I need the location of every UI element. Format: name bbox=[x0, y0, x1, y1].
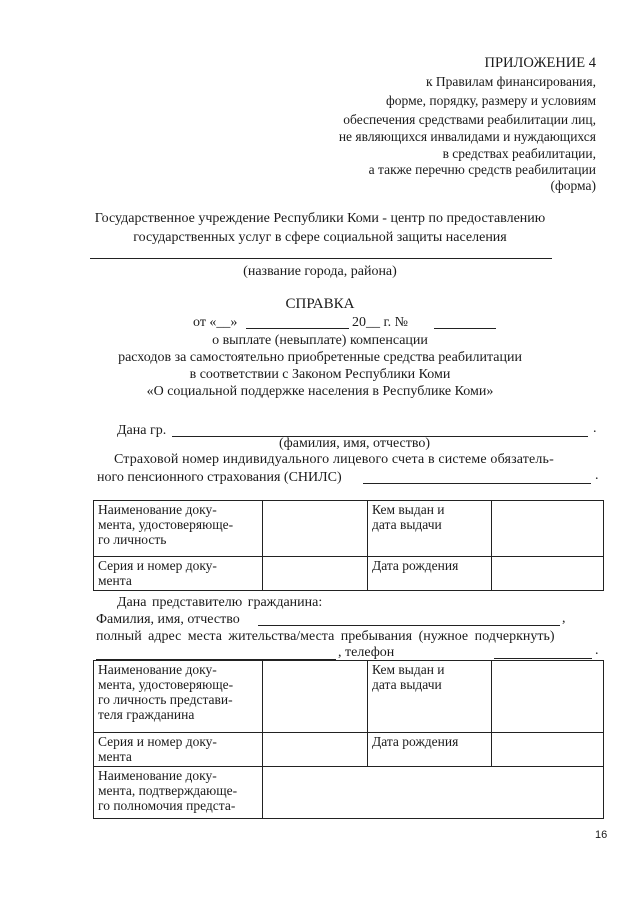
representative-name-field[interactable] bbox=[258, 625, 560, 626]
series-number-label: Серия и номер доку- мента bbox=[94, 557, 263, 591]
institution-line-2: государственных услуг в сфере социальной защиты населения bbox=[133, 230, 507, 245]
snils-text-line-1: Страховой номер индивидуального лицевого счета в системе обязатель- bbox=[114, 452, 554, 467]
rep-birth-date-label: Дата рождения bbox=[368, 733, 492, 767]
rep-series-number-value[interactable] bbox=[263, 733, 368, 767]
snils-text-line-2: ного пенсионного страхования (СНИЛС) bbox=[97, 470, 342, 485]
phone-label: , телефон bbox=[338, 645, 395, 660]
citizen-name-caption: (фамилия, имя, отчество) bbox=[279, 436, 431, 451]
rep-issued-by-label: Кем выдан и дата выдачи bbox=[368, 661, 492, 733]
certificate-subtitle-4: «О социальной поддержке населения в Республике Коми» bbox=[146, 384, 494, 399]
rep-series-number-label: Серия и номер доку- мента bbox=[94, 733, 263, 767]
appendix-line: а также перечню средств реабилитации bbox=[368, 162, 596, 177]
snils-field[interactable] bbox=[363, 483, 591, 484]
date-prefix: от «__» bbox=[193, 315, 238, 330]
appendix-form-label: (форма) bbox=[550, 178, 596, 193]
certificate-subtitle-2: расходов за самостоятельно приобретенные средства реабилитации bbox=[118, 350, 522, 365]
comma-mark: , bbox=[562, 611, 566, 626]
issued-by-value[interactable] bbox=[492, 501, 604, 557]
date-month-field[interactable] bbox=[246, 328, 349, 329]
issued-by-label: Кем выдан и дата выдачи bbox=[368, 501, 492, 557]
authority-doc-value[interactable] bbox=[263, 767, 604, 819]
doc-name-value[interactable] bbox=[263, 501, 368, 557]
appendix-line: не являющихся инвалидами и нуждающихся bbox=[338, 129, 596, 144]
certificate-title: СПРАВКА bbox=[285, 296, 355, 312]
appendix-line: форме, порядку, размеру и условиям bbox=[386, 93, 596, 108]
representative-name-label: Фамилия, имя, отчество bbox=[96, 612, 240, 627]
certificate-subtitle-3: в соответствии с Законом Республики Коми bbox=[189, 367, 451, 382]
date-year-label: 20__ г. № bbox=[352, 315, 409, 330]
authority-doc-label: Наименование доку- мента, подтверждающе- го полномочия предста- bbox=[94, 767, 263, 819]
phone-field[interactable] bbox=[494, 658, 592, 659]
doc-name-label: Наименование доку- мента, удостоверяюще- го личность bbox=[94, 501, 263, 557]
representative-address-label: полный адрес места жительства/места пребывания (нужное подчеркнуть) bbox=[96, 629, 555, 644]
birth-date-value[interactable] bbox=[492, 557, 604, 591]
period-mark: . bbox=[595, 468, 599, 483]
rep-issued-by-value[interactable] bbox=[492, 661, 604, 733]
city-district-line[interactable] bbox=[90, 258, 552, 259]
rep-doc-name-value[interactable] bbox=[263, 661, 368, 733]
institution-line-1: Государственное учреждение Республики Коми - центр по предоставлению bbox=[94, 211, 546, 226]
period-mark: . bbox=[593, 421, 597, 436]
certificate-subtitle-1: о выплате (невыплате) компенсации bbox=[212, 333, 428, 348]
page-number: 16 bbox=[595, 829, 608, 841]
appendix-line: обеспечения средствами реабилитации лиц, bbox=[343, 112, 596, 127]
appendix-title: ПРИЛОЖЕНИЕ 4 bbox=[484, 55, 596, 71]
representative-document-table bbox=[93, 660, 604, 819]
appendix-line: к Правилам финансирования, bbox=[425, 74, 596, 89]
city-district-caption: (название города, района) bbox=[243, 264, 397, 279]
series-number-value[interactable] bbox=[263, 557, 368, 591]
citizen-document-table bbox=[93, 500, 604, 591]
appendix-line: в средствах реабилитации, bbox=[442, 146, 596, 161]
period-mark: . bbox=[595, 643, 599, 658]
representative-label: Дана представителю гражданина: bbox=[117, 595, 323, 610]
birth-date-label: Дата рождения bbox=[368, 557, 492, 591]
issued-to-label: Дана гр. bbox=[117, 423, 167, 438]
rep-birth-date-value[interactable] bbox=[492, 733, 604, 767]
certificate-number-field[interactable] bbox=[434, 328, 496, 329]
rep-doc-name-label: Наименование доку- мента, удостоверяюще- го личность представи- теля гражданина bbox=[94, 661, 263, 733]
